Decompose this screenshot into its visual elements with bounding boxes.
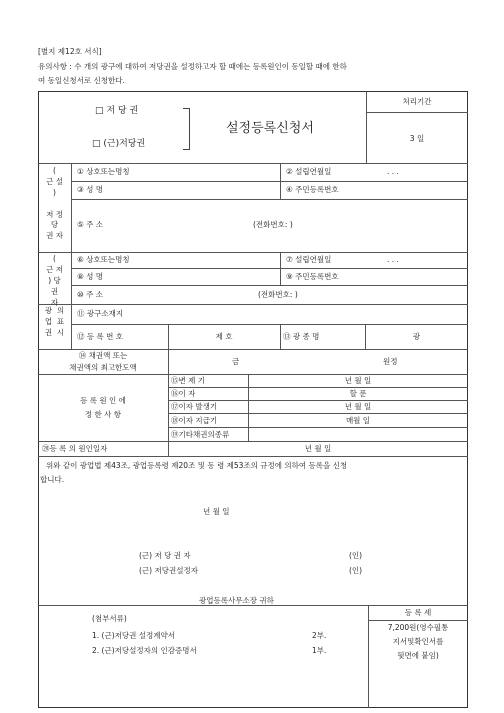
repayment-label: ⑮변 제 기 <box>171 376 206 385</box>
type-option-root-mortgage[interactable]: □ (근)저당권 <box>92 139 146 149</box>
setter-side-label: ( 근 설 ) 저 정 당 권 자 <box>46 166 63 241</box>
statement-line-1: 위와 같이 광업법 제43조, 광업등록령 제20조 및 동 령 제53조의 규정에 의하여 등록을 신청 <box>46 461 348 470</box>
notice-line-2: 여 동일신청서로 신청한다. <box>38 76 125 85</box>
mortgagee-sign-label: (근) 저 당 권 자 <box>139 551 191 560</box>
cause-date-value[interactable]: 년 월 일 <box>304 444 332 453</box>
fee-line-2: 지서및확인서를 <box>392 637 444 646</box>
amount-suffix: 원정 <box>383 357 398 366</box>
attachment-item-1-qty: 2부. <box>312 631 327 640</box>
interest-value[interactable]: 할 푼 <box>349 389 367 398</box>
holder-phone[interactable]: (전화번호: ) <box>258 290 298 299</box>
statement-line-2: 합니다. <box>40 475 65 484</box>
repayment-value[interactable]: 년 월 일 <box>344 376 372 385</box>
mortgagor-seal: (인) <box>349 566 363 575</box>
form-title: 설정등록신청서 <box>226 121 314 136</box>
mine-registration-value[interactable]: 제 호 <box>215 332 233 341</box>
notice-line-1: 유의사항 : 수 개의 광구에 대하여 저당권을 설정하고자 할 때에는 등록원인이 동일할 때에 한하 <box>38 62 347 71</box>
application-date[interactable]: 년 월 일 <box>203 507 230 516</box>
holder-person-label: ⑧ 성 명 <box>77 272 103 281</box>
form-reference: [별지 제12호 서식] <box>38 47 102 56</box>
amount-prefix: 금 <box>232 357 240 366</box>
mineral-type-label: ⑬ 광 종 명 <box>283 332 320 341</box>
bracket <box>183 108 190 150</box>
mineral-type-value[interactable]: 광 <box>412 332 421 341</box>
other-claim-label: ⑲기타채권의종류 <box>171 430 230 439</box>
interest-payment-label: ⑱이자 지급기 <box>171 416 218 425</box>
attachment-item-2: 2. (근)저당설정자의 인감증명서 <box>92 646 197 655</box>
interest-start-value[interactable]: 년 월 일 <box>344 402 372 411</box>
processing-period-value: 3 일 <box>409 134 425 143</box>
holder-id-label: ⑨ 주민등록번호 <box>286 272 339 281</box>
addressee: 광업등록사무소장 귀하 <box>199 596 274 605</box>
mine-side-label: 광 의 업 표 권 시 <box>44 306 65 337</box>
fee-line-1: 7,200원(영수필통 <box>387 623 449 632</box>
setter-name-label: ① 상호또는명칭 <box>77 167 130 176</box>
mortgagee-seal: (인) <box>349 551 363 560</box>
attachment-item-1: 1. (근)저당권 설정계약서 <box>92 631 175 640</box>
interest-start-label: ⑰이자 발생기 <box>171 402 218 411</box>
processing-period-label: 처리기간 <box>402 97 432 106</box>
setter-person-label: ③ 성 명 <box>77 185 103 194</box>
holder-established-label: ⑦ 설립연월일 <box>286 255 332 264</box>
attachments-heading: (첨부서류) <box>92 614 127 623</box>
cause-label-line-1: 등 록 원 인 에 <box>80 396 126 405</box>
fee-line-3: 뒷면에 붙임) <box>397 651 439 660</box>
holder-address-label: ⑩ 주 소 <box>77 290 103 299</box>
cause-date-label: ⑳등 록 의 원인일자 <box>42 444 108 453</box>
setter-address-label: ⑤ 주 소 <box>77 220 103 229</box>
claim-label-line-1: ⑭ 채권액 또는 <box>78 351 128 360</box>
setter-phone[interactable]: (전화번호: ) <box>253 220 293 229</box>
fee-heading: 등 록 세 <box>404 608 432 617</box>
setter-established-value[interactable]: . . . <box>387 167 399 176</box>
claim-label-line-2: 채권액의 최고한도액 <box>69 363 137 372</box>
holder-established-value[interactable]: . . . <box>387 255 399 264</box>
setter-id-label: ④ 주민등록번호 <box>286 185 339 194</box>
mortgagor-sign-label: (근) 저당권설정자 <box>139 566 198 575</box>
interest-payment-value[interactable]: 매월 일 <box>345 416 371 425</box>
setter-established-label: ② 설립연월일 <box>286 167 332 176</box>
holder-side-label: ( 근 저 ) 당 권 자 <box>46 254 63 307</box>
cause-label-line-2: 정 한 사 항 <box>84 410 122 419</box>
attachment-item-2-qty: 1부. <box>312 646 327 655</box>
mine-registration-label: ⑫ 등 록 번 호 <box>77 332 124 341</box>
mine-location-label: ⑪ 광구소재지 <box>77 309 124 318</box>
holder-name-label: ⑥ 상호또는명칭 <box>77 255 130 264</box>
type-option-mortgage[interactable]: □ 저 당 권 <box>95 106 139 116</box>
interest-label: ⑯이 자 <box>171 389 196 398</box>
